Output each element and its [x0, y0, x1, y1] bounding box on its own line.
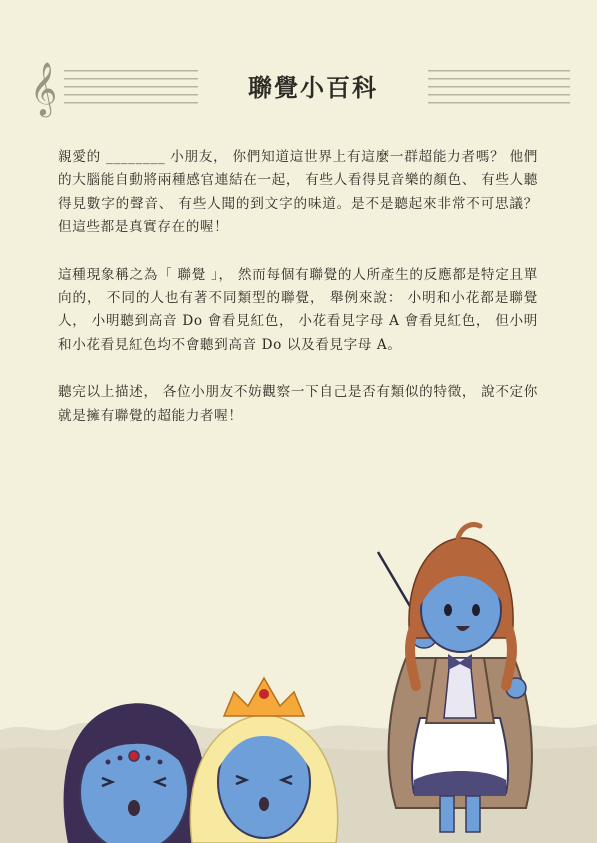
character-teacher-girl: [376, 518, 540, 843]
paragraph-intro: 親愛的 ________ 小朋友， 你們知道這世界上有這麼一群超能力者嗎？ 他們的大腦能自動將兩種感官連結在一起， 有些人看得見音樂的顏色、 有些人聽得見數字的聲音、 有些人聞的到文字的味道。是不是聽起來非常不可思議？ 但這些都是真實存在的喔！: [58, 149, 538, 236]
paragraph-explanation: 這種現象稱之為「 聯覺 」， 然而每個有聯覺的人所產生的反應都是特定且單向的， 不同的人也有著不同類型的聯覺， 舉例來說： 小明和小花都是聯覺人， 小明聽到高音 Do 會看見紅色， 小花看見字母 A 會看見紅色， 但小明和小花看見紅色均不會聽到高音 Do 以及看見字母 A。: [58, 266, 538, 353]
article-body: [58, 146, 538, 452]
treble-clef-icon: 𝄞: [30, 61, 58, 115]
music-staff-left: [64, 70, 214, 104]
character-blonde-crown-girl: [184, 672, 344, 843]
page-header: [28, 62, 573, 114]
page-title: 聯覺小百科: [198, 68, 428, 108]
paragraph-conclusion: 聽完以上描述， 各位小朋友不妨觀察一下自己是否有類似的特徵， 說不定你就是擁有聯覺的超能力者喔！: [58, 384, 538, 424]
music-staff-right: [420, 70, 570, 104]
